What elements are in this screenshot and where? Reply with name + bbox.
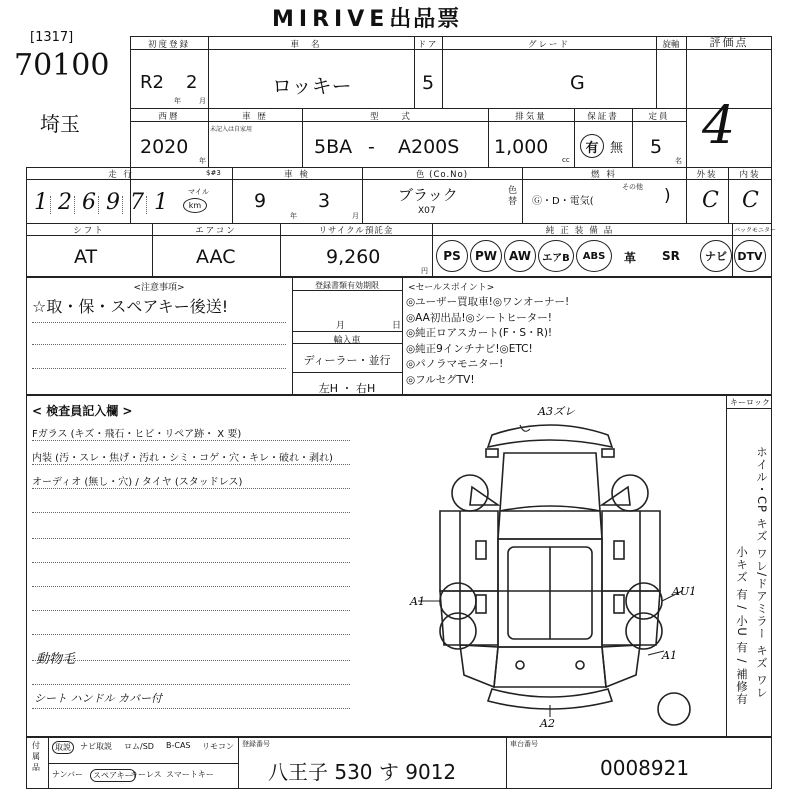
handwritten-note-1: 動物毛 (36, 652, 76, 667)
shaken-month-unit: 月 (352, 212, 359, 220)
inspector-windshield: Fガラス (キズ・飛石・ヒビ・リペア跡・ X 要) (32, 429, 242, 440)
equipment-circled-item: DTV (734, 240, 766, 272)
brand-name: MIRIVE (272, 7, 390, 32)
label-warranty: 保証書 (587, 112, 619, 122)
accessories-label: 付属品 (32, 741, 40, 772)
label-name: 車名 (290, 40, 332, 50)
aircon-value: AAC (196, 246, 236, 268)
equipment-circled-item: PS (436, 240, 468, 272)
document-title (272, 2, 461, 33)
label-grade: グレード (527, 40, 570, 50)
reg-month-unit: 月 (336, 321, 346, 331)
sales-point-item: ◎AA初出品!◎シートヒーター! (406, 311, 552, 324)
label-fuel: 燃 料 (591, 170, 617, 180)
label-meter: $#3 (206, 169, 221, 177)
car-name: ロッキー (272, 74, 352, 98)
first-reg-month: 2 (186, 72, 198, 93)
label-model: 型 式 (370, 112, 420, 122)
damage-mark-front: A3ズレ (538, 405, 575, 418)
model-dash: - (368, 136, 375, 158)
import-label: 輸入車 (333, 336, 361, 346)
mileage-digit-separator (122, 196, 123, 214)
accessory-item: 取説 (52, 741, 74, 754)
sales-points-label: <セールスポイント> (408, 283, 495, 293)
grade-value: G (570, 72, 585, 94)
accessory-item: ナンバー (52, 770, 84, 779)
lot-number: 70100 (14, 48, 110, 83)
shaken-year: 9 (254, 190, 267, 212)
shift-value: AT (74, 246, 98, 268)
lot-bracket-code: [1317] (30, 30, 74, 45)
damage-mark-right: AU1 (672, 585, 697, 598)
accessory-item: B-CAS (166, 741, 191, 750)
reg-deadline-label: 登録書類有効期限 (315, 281, 379, 290)
side-text-damage: 小キズ 有 / 小U 有 / 補修有 (735, 546, 749, 706)
sales-point-item: ◎ユーザー買取車!◎ワンオーナー! (406, 296, 570, 308)
car-damage-diagram (400, 405, 720, 735)
fuel-other-label: その他 (622, 183, 643, 191)
import-value: ディーラー・並行 (303, 354, 391, 367)
year-unit: 年 (199, 157, 206, 165)
side-text-wheel-mirror: ホイル・CP キズ ワレ/ドアミラー キズ ワレ (755, 446, 769, 699)
equipment-circled-item: エアB (538, 240, 574, 272)
equipment-circled-item: PW (470, 240, 502, 272)
displacement-value: 1,000 (494, 136, 549, 158)
model-code: A200S (398, 136, 460, 158)
inspector-label: < 検査員記入欄 > (32, 404, 133, 418)
color-value: ブラック (398, 186, 458, 204)
label-mileage: 走 行 (108, 170, 134, 180)
damage-mark-rear-right: A1 (662, 649, 677, 662)
label-shift: シフト (73, 226, 105, 236)
equipment-circled-item: ナビ (700, 240, 732, 272)
interior-grade: C (742, 188, 759, 213)
label-back-monitor: バックモニター (734, 227, 777, 234)
label-aircon: エアコン (195, 226, 237, 236)
first-reg-era: R2 (140, 72, 164, 93)
key-lock-label: キーロック (730, 398, 770, 407)
label-capacity: 定員 (648, 112, 670, 122)
shaken-year-unit: 年 (290, 212, 297, 220)
accessory-item: ナビ取説 (80, 742, 112, 751)
mileage-digit-separator (98, 196, 99, 214)
accessory-item: スマートキー (166, 770, 214, 779)
warranty-yes-circled: 有 (580, 134, 604, 158)
notes-text: ☆取・保・スペアキー後送! (32, 297, 229, 316)
label-equipment: 純正装備品 (545, 226, 619, 236)
accessory-item: リモコン (202, 742, 234, 751)
label-displacement: 排気量 (515, 112, 547, 122)
year-value: 2020 (140, 136, 189, 158)
equipment-item: SR (662, 249, 680, 263)
lot-region: 埼玉 (40, 112, 80, 136)
chassis-label: 車台番号 (510, 740, 538, 748)
label-rotation: 旋軸 (662, 40, 680, 50)
label-color: 色 (Co.No) (415, 170, 469, 180)
mileage-digit: 7 (130, 190, 144, 215)
label-car-history-note: 未記入は自家用 (210, 126, 253, 133)
mileage-digit: 9 (106, 190, 120, 215)
label-car-history: 車 歴 (242, 112, 268, 122)
fuel-close-paren: ) (664, 186, 671, 206)
label-score: 評価点 (709, 36, 749, 49)
label-first-reg: 初度登録 (147, 40, 190, 50)
damage-mark-rear: A2 (540, 717, 555, 730)
shaken-month: 3 (318, 190, 331, 212)
sales-point-item: ◎純正9インチナビ!◎ETC! (406, 342, 533, 355)
mileage-digit: 1 (34, 190, 48, 215)
equipment-item: 革 (624, 251, 637, 265)
mileage-digit-separator (50, 196, 51, 214)
color-code: X07 (418, 206, 436, 216)
damage-mark-left: A1 (410, 595, 425, 608)
mileage-digit: 1 (154, 190, 168, 215)
exterior-grade: C (702, 188, 719, 213)
plate-value: 八王子 530 す 9012 (268, 760, 457, 784)
mileage-digit: 2 (58, 190, 72, 215)
label-western-year: 西暦 (158, 112, 180, 122)
accessory-item: ロム/SD (124, 742, 154, 751)
capacity-value: 5 (650, 136, 663, 158)
accessory-item: スペアキー (90, 769, 136, 782)
equipment-circled-item: AW (504, 240, 536, 272)
fuel-options: Ⓖ・D・電気( (532, 196, 594, 207)
handle-side: 左H ・ 右H (318, 382, 376, 395)
reg-day-unit: 日 (392, 321, 402, 331)
handwritten-note-2: シート ハンドル カバー付 (34, 692, 162, 705)
recycle-value: 9,260 (326, 246, 381, 268)
label-interior: 内装 (739, 170, 761, 180)
chassis-value: 0008921 (600, 756, 690, 780)
accessory-item: キーレス (130, 770, 162, 779)
mileage-digit: 6 (82, 190, 96, 215)
label-recycle: リサイクル預託金 (318, 226, 394, 236)
inspector-audio-tire: オーディオ (無し・穴) / タイヤ (スタッドレス) (32, 477, 243, 488)
notes-label: <注意事項> (133, 283, 185, 293)
door-count: 5 (422, 72, 435, 94)
mileage-unit-mile: マイル (188, 188, 209, 196)
mileage-unit-km-circled: km (183, 198, 207, 213)
label-exterior: 外装 (696, 170, 718, 180)
mileage-digit-separator (74, 196, 75, 214)
color-change-label: 色替 (508, 186, 518, 207)
title-suffix: 出品票 (389, 7, 462, 32)
score-value: 4 (702, 96, 736, 156)
model-prefix: 5BA (314, 136, 353, 158)
capacity-unit: 名 (675, 157, 682, 165)
label-doors: ドア (417, 40, 439, 50)
warranty-no: 無 (610, 141, 624, 156)
first-reg-year-unit: 年 (174, 97, 181, 105)
recycle-unit: 円 (421, 267, 428, 275)
sales-point-item: ◎フルセグTV! (406, 373, 475, 386)
mileage-digit-separator (146, 196, 147, 214)
label-shaken: 車 検 (284, 170, 310, 180)
plate-label: 登録番号 (242, 740, 270, 748)
sales-point-item: ◎純正ロアスカート(F・S・R)! (406, 327, 553, 339)
sales-point-item: ◎パノラマモニター! (406, 358, 504, 370)
first-reg-month-unit: 月 (199, 97, 206, 105)
displacement-unit: cc (562, 156, 570, 164)
inspector-interior: 内装 (汚・スレ・焦げ・汚れ・シミ・コゲ・穴・キレ・破れ・剥れ) (32, 453, 333, 464)
equipment-circled-item: ABS (576, 240, 612, 272)
